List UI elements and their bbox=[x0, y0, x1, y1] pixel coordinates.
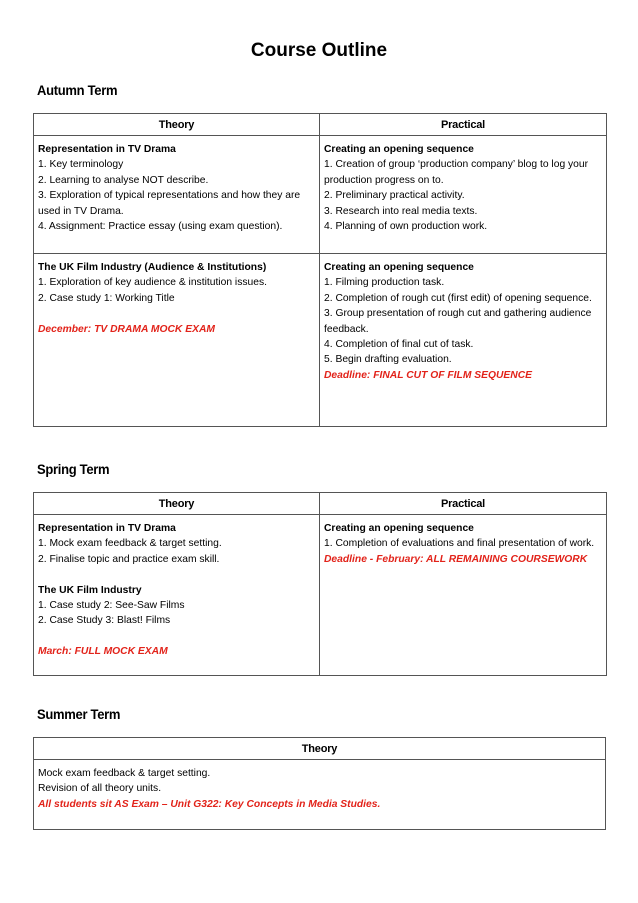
exam-note: All students sit AS Exam – Unit G322: Key Concepts in Media Studies. bbox=[38, 798, 381, 810]
list-line: 1. Key terminology bbox=[38, 159, 124, 171]
spring-practical-cell bbox=[320, 515, 607, 676]
autumn-row1-practical-cell bbox=[320, 136, 607, 254]
spring-theory-cell bbox=[34, 515, 320, 676]
cell-title: The UK Film Industry bbox=[38, 584, 142, 596]
list-line: 1. Mock exam feedback & target setting. bbox=[38, 538, 222, 550]
list-line: 2. Case study 1: Working Title bbox=[38, 292, 175, 304]
summer-term-table bbox=[33, 737, 606, 830]
list-line: 5. Begin drafting evaluation. bbox=[324, 354, 452, 366]
deadline-note: Deadline: FINAL CUT OF FILM SEQUENCE bbox=[324, 369, 533, 381]
autumn-theory-header: Theory bbox=[34, 114, 320, 136]
list-line: 3. Research into real media texts. bbox=[324, 205, 478, 217]
spring-term-heading: Spring Term bbox=[37, 461, 110, 478]
list-line: 2. Completion of rough cut (first edit) of opening sequence. bbox=[324, 292, 592, 304]
spring-theory-header: Theory bbox=[34, 493, 320, 515]
list-line: 2. Case Study 3: Blast! Films bbox=[38, 615, 171, 627]
cell-title: Representation in TV Drama bbox=[38, 523, 176, 534]
autumn-row1-theory-cell bbox=[34, 136, 320, 254]
summer-theory-header: Theory bbox=[34, 738, 606, 760]
list-line: Revision of all theory units. bbox=[38, 783, 162, 795]
cell-title: Creating an opening sequence bbox=[324, 523, 474, 534]
autumn-row2-practical-cell bbox=[320, 254, 607, 427]
list-line: 3. Exploration of typical representations and how they are used in TV Drama. bbox=[38, 190, 301, 217]
page-title: Course Outline bbox=[250, 40, 388, 61]
list-line: Mock exam feedback & target setting. bbox=[38, 768, 211, 779]
list-line: 3. Group presentation of rough cut and gathering audience feedback. bbox=[324, 308, 592, 335]
list-line: 4. Completion of final cut of task. bbox=[324, 339, 474, 351]
autumn-term-heading: Autumn Term bbox=[37, 82, 118, 99]
deadline-note: Deadline - February: ALL REMAINING COURSEWORK bbox=[324, 553, 588, 565]
list-line: 2. Finalise topic and practice exam skill. bbox=[38, 553, 220, 565]
list-line: 1. Exploration of key audience & institution issues. bbox=[38, 277, 267, 289]
spring-term-table bbox=[33, 492, 607, 676]
autumn-row2-theory-cell bbox=[34, 254, 320, 427]
mock-exam-note: December: TV DRAMA MOCK EXAM bbox=[38, 323, 215, 335]
list-line: 1. Completion of evaluations and final presentation of work. bbox=[324, 538, 595, 550]
list-line: 1. Filming production task. bbox=[324, 277, 445, 289]
cell-title: Creating an opening sequence bbox=[324, 262, 474, 273]
spring-practical-header: Practical bbox=[320, 493, 607, 515]
mock-exam-note: March: FULL MOCK EXAM bbox=[38, 646, 168, 658]
cell-title: Creating an opening sequence bbox=[324, 144, 474, 155]
list-line: 4. Assignment: Practice essay (using exam question). bbox=[38, 221, 283, 233]
summer-theory-cell bbox=[34, 760, 606, 830]
list-line: 2. Preliminary practical activity. bbox=[324, 190, 465, 202]
list-line: 1. Creation of group ‘production company’ blog to log your production progress on to. bbox=[324, 159, 589, 186]
list-line: 1. Case study 2: See-Saw Films bbox=[38, 600, 185, 612]
list-line: 4. Planning of own production work. bbox=[324, 221, 488, 233]
summer-term-heading: Summer Term bbox=[37, 706, 121, 723]
list-line: 2. Learning to analyse NOT describe. bbox=[38, 174, 209, 186]
cell-title: Representation in TV Drama bbox=[38, 144, 176, 155]
autumn-practical-header: Practical bbox=[320, 114, 607, 136]
cell-title: The UK Film Industry (Audience & Institutions) bbox=[38, 262, 267, 273]
autumn-term-table bbox=[33, 113, 607, 427]
